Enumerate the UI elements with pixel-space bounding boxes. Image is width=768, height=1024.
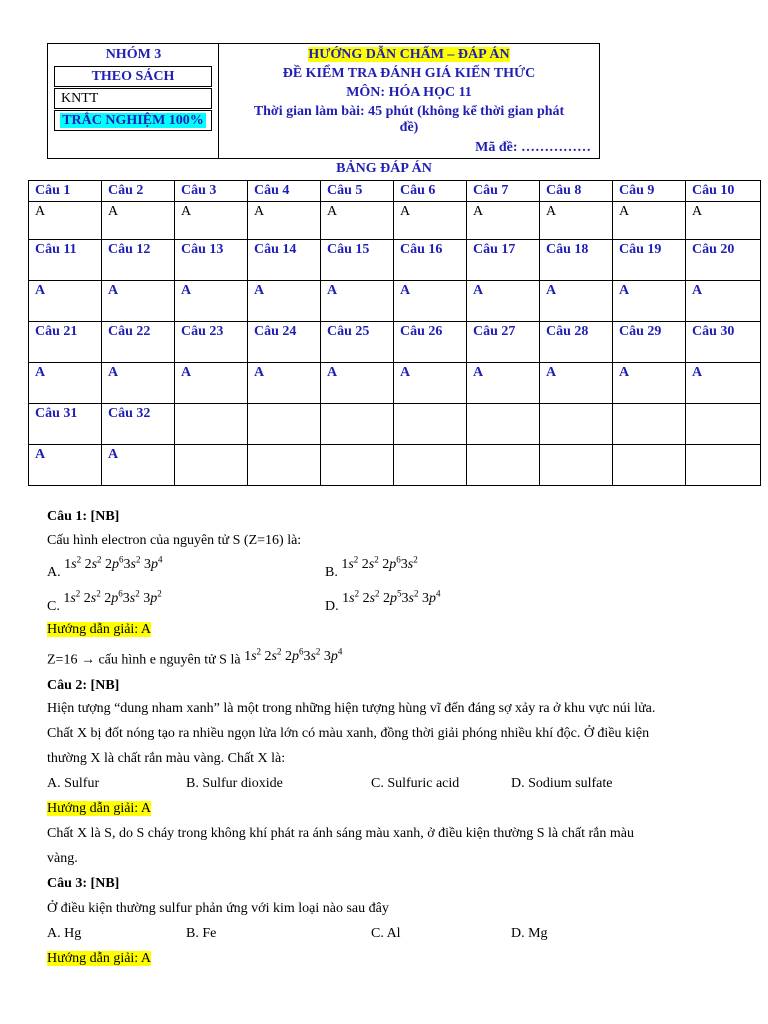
answer-cell: A — [540, 281, 613, 322]
q2-heading: Câu 2: [NB] — [47, 677, 120, 693]
q3-option-a: A. Hg — [47, 925, 82, 941]
question-number-cell: Câu 6 — [394, 181, 467, 202]
q3-options — [47, 921, 727, 946]
question-number-cell — [467, 404, 540, 445]
answer-cell — [540, 445, 613, 486]
q3-text: Ở điều kiện thường sulfur phản ứng với kim loại nào sau đây — [47, 900, 389, 916]
answer-cell: A — [175, 363, 248, 404]
header-box — [47, 43, 600, 159]
answer-cell: A — [102, 445, 175, 486]
question-number-cell: Câu 20 — [686, 240, 761, 281]
answer-cell: A — [175, 281, 248, 322]
question-number-cell: Câu 22 — [102, 322, 175, 363]
q1-options-row1 — [47, 554, 727, 588]
answer-cell: A — [540, 363, 613, 404]
question-number-cell: Câu 26 — [394, 322, 467, 363]
answer-table-title: BẢNG ĐÁP ÁN — [336, 161, 432, 176]
answer-cell — [248, 445, 321, 486]
answer-explanations — [47, 506, 727, 971]
q2-text-line2: Chất X bị đốt nóng tạo ra nhiều ngọn lửa lớn có màu xanh, đồng thời giải phóng nhiều khí độc. Ở điều kiện — [47, 725, 650, 741]
answer-table — [28, 180, 761, 486]
q1-option-b-formula: $1s^2$ $2s^2$ $2p^63s^2$ — [341, 554, 418, 572]
q1-option-b-label: B. — [325, 564, 338, 580]
question-number-cell: Câu 16 — [394, 240, 467, 281]
q1-option-c-formula: $1s^2$ $2s^2$ $2p^63s^2$ $3p^2$ — [63, 588, 162, 606]
question-number-cell: Câu 7 — [467, 181, 540, 202]
answer-table-answer-row — [29, 445, 761, 486]
doc-time-line1: Thời gian làm bài: 45 phút (không kể thời gian phát — [253, 104, 565, 119]
question-number-cell: Câu 25 — [321, 322, 394, 363]
q1-options-row2 — [47, 588, 727, 618]
answer-cell: A — [686, 202, 761, 240]
question-number-cell: Câu 15 — [321, 240, 394, 281]
doc-subject: MÔN: HÓA HỌC 11 — [346, 85, 472, 100]
answer-cell: A — [29, 202, 102, 240]
question-number-cell: Câu 4 — [248, 181, 321, 202]
answer-cell: A — [29, 363, 102, 404]
question-number-cell: Câu 11 — [29, 240, 102, 281]
question-number-cell: Câu 13 — [175, 240, 248, 281]
answer-cell: A — [613, 202, 686, 240]
q1-option-a-formula: $1s^2$ $2s^2$ $2p^63s^2$ $3p^4$ — [64, 554, 163, 572]
question-number-cell — [686, 404, 761, 445]
q3-option-d: D. Mg — [511, 925, 548, 941]
question-number-cell: Câu 8 — [540, 181, 613, 202]
answer-cell: A — [686, 281, 761, 322]
answer-cell — [321, 445, 394, 486]
q2-option-d: D. Sodium sulfate — [511, 775, 613, 791]
answer-table-question-row — [29, 404, 761, 445]
q2-options — [47, 771, 727, 796]
answer-cell: A — [394, 363, 467, 404]
answer-cell — [613, 445, 686, 486]
question-number-cell: Câu 29 — [613, 322, 686, 363]
question-number-cell: Câu 9 — [613, 181, 686, 202]
answer-cell: A — [175, 202, 248, 240]
question-number-cell: Câu 10 — [686, 181, 761, 202]
q3-guide: Hướng dẫn giải: A — [47, 950, 152, 966]
answer-cell — [467, 445, 540, 486]
answer-cell: A — [29, 445, 102, 486]
question-number-cell: Câu 28 — [540, 322, 613, 363]
answer-cell: A — [321, 202, 394, 240]
question-number-cell: Câu 2 — [102, 181, 175, 202]
answer-cell — [686, 445, 761, 486]
question-number-cell: Câu 5 — [321, 181, 394, 202]
question-number-cell: Câu 1 — [29, 181, 102, 202]
question-number-cell: Câu 19 — [613, 240, 686, 281]
header-left — [48, 44, 219, 158]
exam-code: Mã đề: …………… — [475, 140, 591, 155]
answer-table-question-row — [29, 322, 761, 363]
answer-cell: A — [321, 281, 394, 322]
book-label: THEO SÁCH — [54, 66, 212, 87]
group-label: NHÓM 3 — [105, 47, 162, 62]
question-number-cell — [540, 404, 613, 445]
q2-guide: Hướng dẫn giải: A — [47, 800, 152, 816]
q1-option-a-label: A. — [47, 564, 61, 580]
q1-heading: Câu 1: [NB] — [47, 509, 120, 524]
question-number-cell: Câu 24 — [248, 322, 321, 363]
answer-cell: A — [102, 202, 175, 240]
answer-cell: A — [29, 281, 102, 322]
q1-explanation-formula: $1s^2$ $2s^2$ $2p^63s^2$ $3p^4$ — [244, 646, 343, 664]
question-number-cell: Câu 18 — [540, 240, 613, 281]
answer-table-answer-row — [29, 281, 761, 322]
answer-cell: A — [102, 281, 175, 322]
q2-explanation-line2: vàng. — [47, 850, 78, 866]
question-number-cell — [248, 404, 321, 445]
q1-explanation — [47, 640, 727, 676]
q2-option-b: B. Sulfur dioxide — [186, 775, 283, 791]
question-number-cell: Câu 3 — [175, 181, 248, 202]
answer-cell: A — [248, 281, 321, 322]
question-number-cell — [175, 404, 248, 445]
q1-guide: Hướng dẫn giải: A — [47, 622, 152, 637]
answer-cell: A — [321, 363, 394, 404]
answer-cell: A — [613, 363, 686, 404]
doc-title: HƯỚNG DẪN CHẤM – ĐÁP ÁN — [308, 47, 510, 62]
question-number-cell — [394, 404, 467, 445]
q1-option-d-label: D. — [325, 598, 339, 614]
question-number-cell — [321, 404, 394, 445]
q1-option-a — [47, 554, 325, 580]
answer-table-answer-row — [29, 363, 761, 404]
answer-cell: A — [394, 202, 467, 240]
q3-option-c: C. Al — [371, 925, 401, 941]
answer-table-question-row — [29, 181, 761, 202]
q1-explanation-text: Z=16 → cấu hình e nguyên tử S là — [47, 652, 241, 668]
book-name: KNTT — [54, 88, 212, 109]
answer-cell: A — [467, 281, 540, 322]
q3-option-b: B. Fe — [186, 925, 217, 941]
answer-cell: A — [467, 202, 540, 240]
exam-type — [54, 110, 212, 131]
question-number-cell: Câu 21 — [29, 322, 102, 363]
q1-option-c-label: C. — [47, 598, 60, 614]
question-number-cell: Câu 30 — [686, 322, 761, 363]
q2-text-line3: thường X là chất rắn màu vàng. Chất X là: — [47, 750, 286, 766]
doc-subtitle: ĐỀ KIỂM TRA ĐÁNH GIÁ KIẾN THỨC — [282, 66, 536, 81]
question-number-cell: Câu 17 — [467, 240, 540, 281]
answer-cell: A — [686, 363, 761, 404]
q2-text-line1: Hiện tượng “dung nham xanh” là một trong những hiện tượng hùng vĩ đến đáng sợ xảy ra ở khu vực núi lửa. — [47, 700, 656, 716]
answer-cell: A — [540, 202, 613, 240]
q3-heading: Câu 3: [NB] — [47, 875, 120, 891]
q2-explanation-line1: Chất X là S, do S cháy trong không khí phát ra ánh sáng màu xanh, ở điều kiện thường S là chất rắn màu — [47, 825, 634, 841]
question-number-cell: Câu 32 — [102, 404, 175, 445]
answer-table-question-row — [29, 240, 761, 281]
header-right — [219, 44, 599, 158]
answer-cell: A — [248, 363, 321, 404]
answer-cell: A — [613, 281, 686, 322]
q1-text: Cấu hình electron của nguyên tử S (Z=16) là: — [47, 533, 302, 548]
answer-table-answer-row — [29, 202, 761, 240]
answer-cell: A — [248, 202, 321, 240]
question-number-cell: Câu 27 — [467, 322, 540, 363]
doc-time-line2: đề) — [399, 120, 419, 135]
q1-option-d — [325, 588, 441, 614]
question-number-cell: Câu 14 — [248, 240, 321, 281]
q1-option-b — [325, 554, 418, 580]
answer-cell: A — [394, 281, 467, 322]
q2-option-c: C. Sulfuric acid — [371, 775, 460, 791]
answer-cell: A — [102, 363, 175, 404]
exam-type-label: TRẮC NGHIỆM 100% — [62, 113, 204, 128]
q1-option-d-formula: $1s^2$ $2s^2$ $2p^53s^2$ $3p^4$ — [342, 588, 441, 606]
q2-option-a: A. Sulfur — [47, 775, 100, 791]
answer-cell — [394, 445, 467, 486]
question-number-cell — [613, 404, 686, 445]
answer-cell — [175, 445, 248, 486]
question-number-cell: Câu 31 — [29, 404, 102, 445]
q1-option-c — [47, 588, 325, 614]
question-number-cell: Câu 12 — [102, 240, 175, 281]
answer-cell: A — [467, 363, 540, 404]
question-number-cell: Câu 23 — [175, 322, 248, 363]
